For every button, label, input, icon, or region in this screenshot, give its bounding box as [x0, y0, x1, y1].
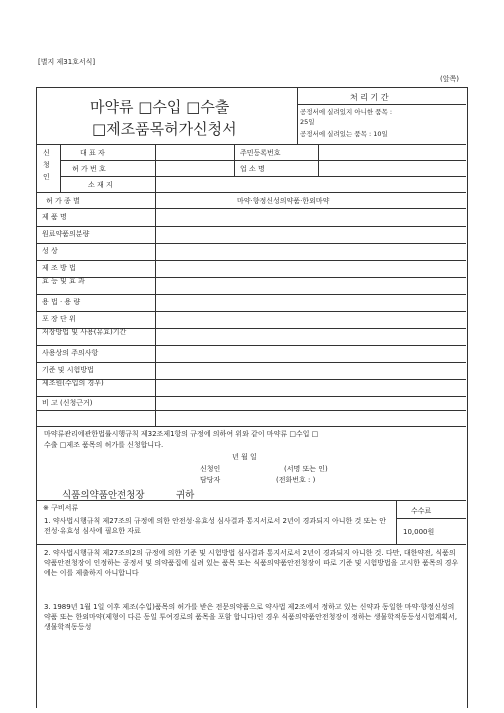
manager-label: 담당자 — [200, 476, 221, 484]
permit-type-label: 허 가 종 별 — [46, 197, 80, 205]
processing-period-line1: 공정서에 실려있지 아니한 품목 : — [300, 108, 393, 116]
application-date: 년 월 일 — [232, 453, 257, 461]
processing-period-heading: 처 리 기 간 — [350, 93, 389, 102]
processing-period-line2: 25일 — [300, 118, 315, 126]
applicant-label: 신청인 — [200, 465, 221, 473]
row-efficacy: 효 능 및 효 과 — [42, 277, 85, 285]
addressee: 식품의약품안전청장 — [62, 490, 145, 501]
row-appearance: 성 상 — [42, 247, 58, 255]
row-ingredients: 원료약품의분량 — [42, 230, 90, 238]
row-manufacturer: 제조원(수입의 경우) — [42, 379, 104, 387]
applicant-signature: (서명 또는 인) — [284, 465, 328, 473]
permit-type-value: 마약·향정신성의약품·한외마약 — [237, 197, 330, 205]
row-product-name: 제 품 명 — [42, 213, 67, 221]
row-dosage: 용 법 · 용 량 — [42, 298, 81, 306]
fee-label: 수수료 — [411, 507, 432, 515]
license-number-label: 허 가 번 호 — [72, 165, 106, 173]
row-precautions: 사용상의 주의사항 — [42, 349, 99, 357]
declaration-text-line1: 마약류관리에관한법률시행규칙 제32조제1항의 규정에 의하여 위와 같이 마약류 □수입 □ — [44, 430, 319, 438]
row-remarks: 비 고 (신청근거) — [42, 399, 93, 407]
declaration-text-line2: 수출 □제조 품목의 허가를 신청합니다. — [44, 441, 164, 449]
form-title-line2: □제조품목허가신청서 — [92, 120, 237, 138]
manager-phone: (전화번호 : ) — [276, 476, 316, 484]
document-item-3: 3. 1989년 1월 1일 이후 제조(수입)품목의 허가를 받은 전문의약품으로 약사법 제2조에서 정하고 있는 신약과 동일한 마약·향정신성의약품 또는 한외마약(제형이 다른 동일 투여경로의 품목을 포함 합니다)인 경우 식품의약품안전청장이 정하는 생물학적동등성시험계획서, 생물학적동등성 — [44, 603, 458, 631]
document-item-2: 2. 약사법시행규칙 제27조의2의 규정에 의한 기준 및 시험방법 심사결과 통지서로서 2년이 경과되지 아니한 것. 다만, 대한약전, 식품의약품안전청장이 인정하는 공정서 및 의약품집에 실려 있는 품목 또는 식품의약품안전청장이 따로 기준 및 시험방법을 고시한 품목의 경우에는 이를 제출하지 아니합니다 — [44, 549, 459, 577]
row-storage: 저장방법 및 사용(유효)기간 — [42, 328, 127, 336]
fee-value: 10,000원 — [403, 528, 435, 536]
form-number: [별지 제31호서식] — [38, 58, 96, 66]
form-title-line1: 마약류 □수입 □수출 — [90, 98, 230, 116]
applicant-group-label: 신 청 인 — [43, 149, 50, 181]
document-item-1: 1. 약사법시행규칙 제27조의 규정에 의한 안전성·유효성 심사결과 통지서로서 2년이 경과되지 아니한 것 또는 안전성·유효성 심사에 필요한 자료 — [44, 517, 386, 535]
addressee-honorific: 귀하 — [176, 490, 195, 501]
row-test-method: 기준 및 시험방법 — [42, 366, 94, 374]
representative-label: 대 표 자 — [80, 149, 105, 157]
page-side-label: (앞쪽) — [440, 75, 459, 83]
documents-heading: ※ 구비서류 — [43, 504, 79, 512]
address-label: 소 재 지 — [88, 181, 113, 189]
business-name-label: 업 소 명 — [240, 165, 265, 173]
processing-period-line3: 공정서에 실려있는 품목 : 10일 — [300, 130, 388, 138]
row-package-unit: 포 장 단 위 — [42, 315, 76, 323]
resident-number-label: 주민등록번호 — [240, 149, 281, 157]
row-manufacturing-method: 제 조 방 법 — [42, 264, 76, 272]
